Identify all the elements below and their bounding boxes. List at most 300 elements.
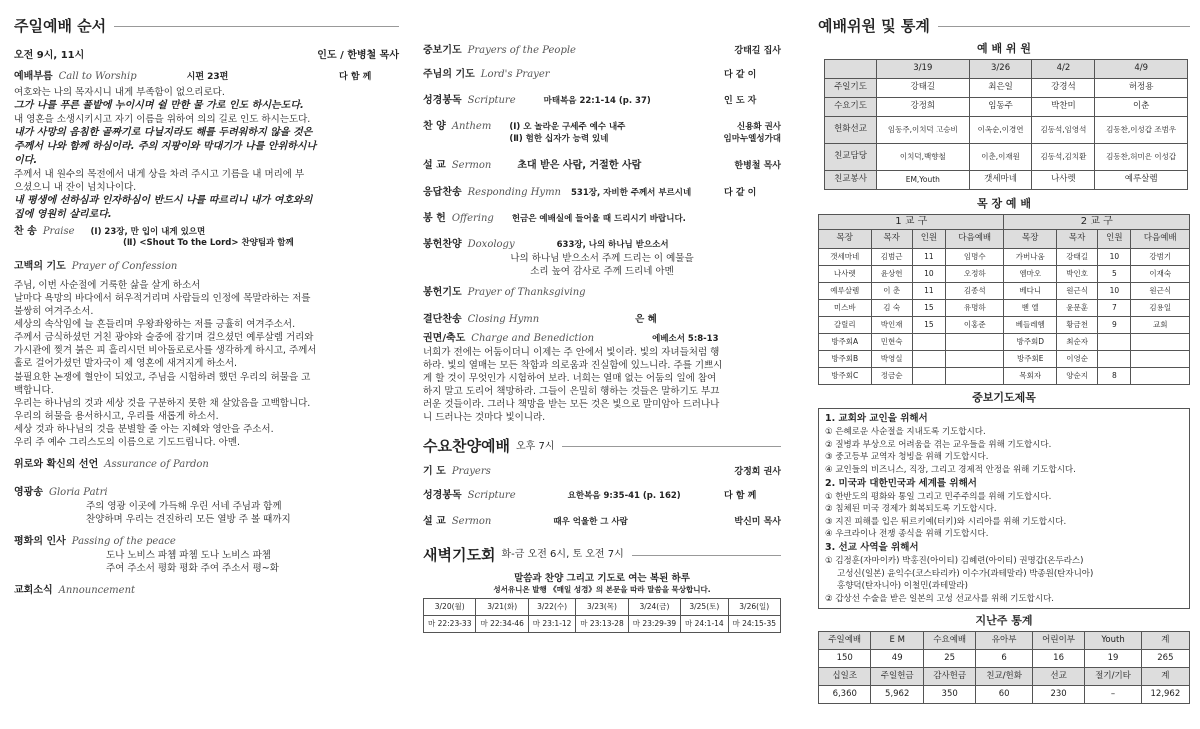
psalm-line: 으셨으니 내 잔이 넘치나이다. <box>14 181 137 193</box>
order-item-row <box>423 68 781 94</box>
praise-line-2: (Ⅱ) <Shout To the Lord> 찬양팀과 함께 <box>123 238 294 249</box>
charge-line: 하지 말고 도리어 책망하라. 그들이 은밀히 행하는 것들은 말하기도 부끄 <box>423 385 720 397</box>
cell-value: 김 숙 <box>871 300 912 317</box>
prayer-item: ① 김정훈(자마이카) 박홍진(아이티) 김혜련(아이티) 권명갑(온두라스) <box>825 555 1084 566</box>
item-eng: Announcement <box>58 585 136 597</box>
item-eng: Lord's Prayer <box>480 69 550 80</box>
item-label: 교회소식 <box>14 585 53 597</box>
wed-item-row <box>423 465 781 489</box>
cell-value: 윤상헌 <box>871 266 912 283</box>
stat-cell: 계 <box>1141 668 1189 686</box>
item-eng: Scripture <box>467 95 516 106</box>
peace-line-2: 주여 주소서 평화 평화 주여 주소서 평~화 <box>106 562 279 574</box>
cell-value: 15 <box>912 317 945 334</box>
praise-row <box>14 225 399 239</box>
sermon-title: 때우 억울한 그 사람 <box>553 516 628 527</box>
cell-value <box>1131 351 1190 368</box>
ref-cell: 마 22:23-33 <box>424 616 476 633</box>
psalm-line: 집에 영원히 살리로다. <box>14 208 112 220</box>
wednesday-title-text: 수요찬양예배 <box>423 437 510 456</box>
staff-title: 예배위원 및 통계 <box>818 16 1190 37</box>
staff-row <box>825 97 1188 116</box>
day-cell: 3/26(일) <box>728 599 781 616</box>
prayer-section-heading: 1. 교회와 교인을 위해서 <box>825 413 928 425</box>
item-label: 응답찬송 <box>423 186 462 198</box>
staff-cell: 갯세마네 <box>969 170 1032 189</box>
item-eng: Doxology <box>467 238 515 250</box>
cell-table <box>818 214 1190 385</box>
role-cell: 수요기도 <box>825 97 877 116</box>
cell-value: 10 <box>1098 249 1131 266</box>
item-label: 중보기도 <box>423 45 462 56</box>
cell-value <box>945 368 1004 385</box>
cell-value: 7 <box>1098 300 1131 317</box>
item-label: 성경봉독 <box>423 489 462 501</box>
confession-line: 주께서 금식하셨던 거친 광야와 술중에 잡기며 걸으셨던 예루살렘 거리와 <box>14 332 314 344</box>
ref-cell: 마 23:29-39 <box>628 616 680 633</box>
item-eng: Praise <box>42 225 75 237</box>
item-label: 찬 양 <box>423 121 446 132</box>
stats-header-row <box>819 668 1190 686</box>
cell-value: 이재숙 <box>1131 266 1190 283</box>
anthem-persons <box>724 122 781 146</box>
anthem-lines <box>509 122 625 146</box>
cell-value: 유명하 <box>945 300 1004 317</box>
day-cell: 3/20(월) <box>424 599 476 616</box>
item-eng: Prayers of the People <box>467 45 576 56</box>
item-ref: 요한복음 9:35-41 (p. 162) <box>567 490 681 501</box>
cell-row <box>819 334 1190 351</box>
day-cell: 3/22(수) <box>528 599 575 616</box>
cell-value: 갯세마네 <box>819 249 872 266</box>
prayer-section-heading: 3. 선교 사역을 위해서 <box>825 541 919 553</box>
cell-value: 교회 <box>1131 317 1190 334</box>
dawn-refs-row <box>424 616 781 633</box>
staff-cell: 이옥순,이경연 <box>969 116 1032 143</box>
staff-cell: 임동주,이치덕 고승비 <box>877 116 970 143</box>
staff-cell: 강정희 <box>877 97 970 116</box>
staff-cell: EM,Youth <box>877 170 970 189</box>
stat-cell: 유아부 <box>976 632 1032 650</box>
item-eng: Assurance of Pardon <box>104 459 209 471</box>
cell-value: 김범근 <box>871 249 912 266</box>
cell-value: 엠마오 <box>1004 266 1057 283</box>
item-eng: Gloria Patri <box>48 487 108 499</box>
order-item-row <box>423 44 781 68</box>
cell-value: 방주회E <box>1004 351 1057 368</box>
cell-value: 오정하 <box>945 266 1004 283</box>
cell-value: 목회자 <box>1004 368 1057 385</box>
response-row <box>423 186 781 212</box>
staff-row <box>825 116 1188 143</box>
cell-value: 10 <box>912 266 945 283</box>
cell-value: 박인재 <box>871 317 912 334</box>
cell-value: 임명수 <box>945 249 1004 266</box>
date-header: 4/2 <box>1032 59 1095 78</box>
stat-cell: 19 <box>1085 650 1141 668</box>
staff-table <box>824 59 1188 190</box>
col-header: 다음예배 <box>1131 230 1190 249</box>
cell-row <box>819 266 1190 283</box>
confession-text <box>14 279 399 449</box>
item-label: 봉헌찬양 <box>423 238 462 250</box>
col-header: 목자 <box>871 230 912 249</box>
prayer-item: ③ 지진 피해를 입은 튀르키예(터키)와 시리아를 위해 기도합시다. <box>825 516 1067 527</box>
prayer-item: ④ 교인들의 비즈니스, 직장, 그리고 경제적 안정을 위해 기도합시다. <box>825 464 1076 475</box>
item-person: 강정희 권사 <box>734 466 781 477</box>
stat-cell: 16 <box>1032 650 1084 668</box>
cell-value: 박인호 <box>1056 266 1097 283</box>
item-label: 위로와 확신의 선언 <box>14 459 99 471</box>
charge-line: 니 드러나는 것마다 빛이니라. <box>423 412 546 424</box>
call-to-worship-row <box>14 70 399 84</box>
service-leader: 인도 / 한병철 목사 <box>317 49 399 61</box>
offering-note: 헌금은 예배실에 들어올 때 드리시기 바랍니다. <box>511 213 686 224</box>
peace-line-1: 도나 노비스 파쳄 파쳄 도나 노비스 파쳄 <box>106 549 271 561</box>
order-column <box>14 0 399 598</box>
cell-value <box>945 334 1004 351</box>
cell-title: 목 장 예 배 <box>977 196 1031 210</box>
item-eng: Prayer of Confession <box>71 261 178 273</box>
staff-cell: 박찬미 <box>1032 97 1095 116</box>
praise-line-1: (Ⅰ) 23장, 만 입이 내게 있으면 <box>90 226 206 237</box>
cell-value: 윤문훈 <box>1056 300 1097 317</box>
cell-value: 원근식 <box>1056 283 1097 300</box>
stat-cell: Youth <box>1085 632 1141 650</box>
cell-value: 정금순 <box>871 368 912 385</box>
cell-value: 방주회A <box>819 334 872 351</box>
psalm-line: 그가 나를 푸른 풀밭에 누이시며 쉴 만한 물 가로 인도 하시는도다. <box>14 100 304 112</box>
staff-cell: 나사렛 <box>1032 170 1095 189</box>
prayer-box <box>818 408 1190 609</box>
confession-line: 주님, 이번 사순절에 거룩한 삶을 살게 하소서 <box>14 279 201 291</box>
cell-value: 5 <box>1098 266 1131 283</box>
item-label: 주님의 기도 <box>423 69 475 80</box>
cell-value: 황금천 <box>1056 317 1097 334</box>
cell-value: 원근식 <box>1131 283 1190 300</box>
stat-cell: 절기/기타 <box>1085 668 1141 686</box>
announcement-row <box>14 584 399 598</box>
cell-value <box>912 334 945 351</box>
item-ref: 531장, 자비한 주께서 부르시네 <box>571 187 692 198</box>
gloria-row <box>14 486 399 500</box>
item-label: 설 교 <box>423 159 446 171</box>
psalm-text <box>14 86 399 221</box>
thanksgiving-row <box>423 278 781 308</box>
cell-row <box>819 283 1190 300</box>
confession-line: 백합니다. <box>14 384 54 396</box>
cell-value: 가버나움 <box>1004 249 1057 266</box>
role-cell: 헌화선교 <box>825 116 877 143</box>
psalm-line: 내가 사망의 음침한 골짜기로 다닐지라도 해를 두려워하지 않을 것은 <box>14 127 313 139</box>
peace-row <box>14 535 399 549</box>
cell-value: 예루살렘 <box>819 283 872 300</box>
closing-hymn-title: 은 혜 <box>635 314 657 326</box>
stat-cell: 어린이부 <box>1032 632 1084 650</box>
staff-cell: 강경석 <box>1032 78 1095 97</box>
stat-cell: 감사헌금 <box>923 668 975 686</box>
order-continued-column <box>423 44 781 633</box>
charge-line: 러운 것들이라. 그러나 책망을 받는 모든 것은 빛으로 말미암아 드러나나 <box>423 399 720 411</box>
cell-value: 강범기 <box>1131 249 1190 266</box>
ref-cell: 마 22:34-46 <box>476 616 528 633</box>
staff-row <box>825 78 1188 97</box>
item-eng: Sermon <box>451 159 492 171</box>
cell-value: 김종석 <box>945 283 1004 300</box>
cell-value <box>912 351 945 368</box>
cell-row <box>819 368 1190 385</box>
cell-value: 방주회B <box>819 351 872 368</box>
cell-value: 벧 엘 <box>1004 300 1057 317</box>
sermon-title: 초대 받은 사람, 거절한 사람 <box>517 159 642 171</box>
stat-cell: E M <box>871 632 923 650</box>
wednesday-time: 오후 7시 <box>515 440 555 452</box>
prayer-item: 홍향덕(탄자니아) 이철민(과테말라) <box>837 581 968 592</box>
confession-line: 세상의 속삭임에 늘 흔들리며 우왕좌왕하는 저를 긍휼히 여겨주소서. <box>14 319 296 331</box>
item-ref: 633장, 나의 하나님 받으소서 <box>556 239 669 250</box>
stat-cell: 12,962 <box>1141 686 1189 704</box>
staff-stats-column <box>818 0 1190 704</box>
anthem-person-2: 임마누엘성가대 <box>723 133 781 144</box>
dawn-days-row <box>424 599 781 616</box>
stats-header-row <box>819 632 1190 650</box>
gloria-line-1: 주의 영광 이곳에 가득해 우린 서네 주님과 함께 <box>86 500 282 512</box>
item-ref: 마태복음 22:1-14 (p. 37) <box>543 96 651 106</box>
psalm-line: 여호와는 나의 목자시니 내게 부족함이 없으리로다. <box>14 87 225 99</box>
role-cell: 주일기도 <box>825 78 877 97</box>
item-label: 성경봉독 <box>423 95 462 106</box>
prayer-item: ① 은혜로운 사순절을 지내도록 기도합시다. <box>825 427 986 438</box>
psalm-line: 내 영혼을 소생시키시고 자기 이름을 위하여 의의 길로 인도 하시는도다. <box>14 114 311 126</box>
confession-line: 우리 주 예수 그리스도의 이름으로 기도드립니다. 아멘. <box>14 437 241 449</box>
cell-value: 베들레헴 <box>1004 317 1057 334</box>
item-eng: Sermon <box>451 515 492 527</box>
dawn-headline: 말씀과 찬양 그리고 기도로 여는 복된 하루 <box>514 572 690 584</box>
stats-value-row <box>819 650 1190 668</box>
anthem-row <box>423 120 781 146</box>
staff-cell: 이춘,이재원 <box>969 143 1032 170</box>
item-label: 고백의 기도 <box>14 261 66 273</box>
cell-value: 이영순 <box>1056 351 1097 368</box>
psalm-line: 주께서 나와 함께 하심이라. 주의 지팡이와 막대기가 나를 안위하시나 <box>14 141 317 153</box>
sermon-row <box>423 146 781 186</box>
confession-line: 불쌍히 여겨주소서. <box>14 306 94 318</box>
date-header: 3/26 <box>969 59 1032 78</box>
cell-value <box>1131 334 1190 351</box>
cell-value: 미스바 <box>819 300 872 317</box>
cell-value: 박영실 <box>871 351 912 368</box>
stat-cell: 계 <box>1141 632 1189 650</box>
order-title: 주일예배 순서 <box>14 16 399 37</box>
cell-value <box>945 351 1004 368</box>
stats-table <box>818 631 1190 704</box>
cell-value <box>912 368 945 385</box>
confession-line: 가시관에 찢겨 붉은 피 흘리시던 비아돌로로사를 생각하게 하시고, 주께서 <box>14 345 317 357</box>
cell-value: 최순자 <box>1056 334 1097 351</box>
item-eng: Closing Hymn <box>467 313 540 325</box>
psalm-line: 이다. <box>14 154 38 166</box>
prayer-item: ③ 중고등부 교역자 청빙을 위해 기도합시다. <box>825 452 989 463</box>
staff-cell: 임동주 <box>969 97 1032 116</box>
cell-value: 민현숙 <box>871 334 912 351</box>
cell-value: 15 <box>912 300 945 317</box>
anthem-line-1: (Ⅰ) 오 놀라운 구세주 예수 내주 <box>509 122 626 132</box>
item-ref: 에베소서 5:8-13 <box>652 333 719 344</box>
prayer-item: ② 질병과 부상으로 어려움을 겪는 교우들을 위해 기도합시다. <box>825 439 1052 450</box>
prayer-item: ① 한반도의 평화와 통일 그리고 민주주의를 위해 기도합시다. <box>825 491 1052 502</box>
dawn-title <box>423 545 781 566</box>
district-2-header: 2 교 구 <box>1004 215 1190 230</box>
stat-cell: 6 <box>976 650 1032 668</box>
cell-value: 9 <box>1098 317 1131 334</box>
prayer-title: 중보기도제목 <box>972 391 1036 405</box>
item-label: 평화의 인사 <box>14 536 66 548</box>
cell-value: 10 <box>1098 283 1131 300</box>
stat-cell: 350 <box>923 686 975 704</box>
stat-cell: 선교 <box>1032 668 1084 686</box>
item-label: 영광송 <box>14 487 43 499</box>
confession-line: 날마다 욕망의 바다에서 허우적거리며 사람들의 인정에 목말라하는 저를 <box>14 292 311 304</box>
item-eng: Charge and Benediction <box>471 332 595 344</box>
role-cell: 친교담당 <box>825 143 877 170</box>
stat-cell: 친교/헌화 <box>976 668 1032 686</box>
doxology-line-2: 소리 높여 감사로 주께 드리네 아멘 <box>530 265 674 277</box>
dawn-subheadline: 성서유니온 발행 《매일 성경》의 본문을 따라 말씀을 묵상합니다. <box>493 584 711 594</box>
stat-cell: 수요예배 <box>923 632 975 650</box>
staff-row <box>825 170 1188 189</box>
service-time-row <box>14 49 399 63</box>
charge-line: 게 할 것이 무엇인가 시험하여 보라. 너희는 열매 없는 어둠의 일에 참여 <box>423 372 717 384</box>
charge-line: 너희가 전에는 어둠이더니 이제는 주 안에서 빛이라. 빛의 자녀들처럼 행 <box>423 346 720 358</box>
item-person: 박신미 목사 <box>734 516 781 527</box>
item-label: 찬 송 <box>14 225 37 237</box>
item-label: 봉 헌 <box>423 212 446 224</box>
prayer-item: ② 침체된 미국 경제가 회복되도록 기도합시다. <box>825 504 997 515</box>
item-label: 봉헌기도 <box>423 286 462 298</box>
cell-value: 갈릴리 <box>819 317 872 334</box>
date-header: 3/19 <box>877 59 970 78</box>
confession-line: 우리는 하나님의 것과 세상 것을 구분하지 못한 채 살았음을 고백합니다. <box>14 397 311 409</box>
cell-value: 이홍준 <box>945 317 1004 334</box>
confession-row <box>14 260 399 274</box>
stat-cell: 6,360 <box>819 686 871 704</box>
offering-row <box>423 212 781 238</box>
wednesday-title <box>423 436 781 457</box>
order-item-row <box>423 94 781 120</box>
cell-value: 방주회D <box>1004 334 1057 351</box>
cell-value: 양순지 <box>1056 368 1097 385</box>
day-cell: 3/23(목) <box>576 599 628 616</box>
psalm-line: 내 평생에 선하심과 인자하심이 반드시 나를 따르리니 내가 여호와의 <box>14 194 313 206</box>
anthem-person-1: 신용화 권사 <box>736 122 781 132</box>
stat-cell: 5,962 <box>871 686 923 704</box>
ref-cell: 마 24:15-35 <box>728 616 781 633</box>
item-eng: Prayers <box>451 465 491 477</box>
confession-line: 세상 것과 하나님의 것을 분별할 줄 아는 지혜와 영안을 주소서. <box>14 424 274 436</box>
dawn-title-text: 새벽기도회 <box>423 545 496 564</box>
ref-cell: 마 23:13-28 <box>576 616 628 633</box>
col-header: 목자 <box>1056 230 1097 249</box>
col-header: 인원 <box>912 230 945 249</box>
stat-cell: 60 <box>976 686 1032 704</box>
service-time: 오전 9시, 11시 <box>14 49 85 61</box>
confession-line: 홀로 걸어가셨던 발자국이 제 영혼에 새겨지게 하소서. <box>14 358 238 370</box>
cell-rows <box>819 249 1190 385</box>
dawn-time: 화-금 오전 6시, 토 오전 7시 <box>501 549 624 561</box>
item-label: 기 도 <box>423 465 446 477</box>
prayer-item: ④ 우크라이나 전쟁 종식을 위해 기도합시다. <box>825 529 989 540</box>
item-person: 강태길 집사 <box>734 46 781 56</box>
stats-value-row <box>819 686 1190 704</box>
item-eng: Anthem <box>451 121 492 132</box>
charge-text <box>423 346 781 425</box>
day-cell: 3/24(금) <box>628 599 680 616</box>
staff-cell: 최은일 <box>969 78 1032 97</box>
item-person: 다 함 께 <box>724 490 757 501</box>
day-cell: 3/25(토) <box>681 599 728 616</box>
anthem-line-2: (Ⅱ) 험한 십자가 능력 있네 <box>509 133 609 144</box>
staff-cell: 김동찬,이성갑 조범우 <box>1095 116 1188 143</box>
staff-cell: 허정용 <box>1095 78 1188 97</box>
staff-cell: 김동석,김치환 <box>1032 143 1095 170</box>
item-eng: Scripture <box>467 489 516 501</box>
cell-value <box>1098 351 1131 368</box>
cell-value: 이 춘 <box>871 283 912 300</box>
item-person: 다 같 이 <box>724 187 757 198</box>
prayer-item: ② 갑상선 수술을 받은 일본의 고성 선교사를 위해 기도합시다. <box>825 593 1055 604</box>
confession-line: 불필요한 논쟁에 혈안이 되었고, 주님을 시험하려 했던 우리의 허물을 고 <box>14 371 311 383</box>
ref-cell: 마 24:1-14 <box>681 616 728 633</box>
staff-cell: 이치덕,백향철 <box>877 143 970 170</box>
gloria-line-2: 찬양하며 우리는 견진하리 모든 열방 주 볼 때까지 <box>86 513 291 525</box>
psalm-line: 주께서 내 원수의 목전에서 내게 상을 차려 주시고 기름을 내 머리에 부 <box>14 168 305 180</box>
role-cell: 친교봉사 <box>825 170 877 189</box>
col-header: 목장 <box>1004 230 1057 249</box>
stat-cell: 25 <box>923 650 975 668</box>
wed-item-row <box>423 489 781 515</box>
item-eng: Call to Worship <box>58 71 137 83</box>
cell-value: 베다니 <box>1004 283 1057 300</box>
item-person: 다 함 께 <box>339 72 372 83</box>
cell-value: 11 <box>912 249 945 266</box>
cell-value: 방주회C <box>819 368 872 385</box>
item-person: 다 같 이 <box>724 70 757 80</box>
item-ref: 시편 23편 <box>186 72 229 83</box>
corner-cell <box>825 59 877 78</box>
dawn-schedule-table <box>423 598 781 633</box>
charge-line: 하라. 빛의 열매는 모든 착함과 의로움과 진실함에 있느니라. 주를 기쁘시 <box>423 359 723 371</box>
cell-header-row <box>819 230 1190 249</box>
staff-subtitle: 예 배 위 원 <box>977 41 1031 55</box>
stats-title: 지난주 통계 <box>975 614 1033 628</box>
item-person: 인 도 자 <box>724 96 757 106</box>
col-header: 인원 <box>1098 230 1131 249</box>
cell-value <box>1098 334 1131 351</box>
charge-row <box>423 332 781 346</box>
cell-row <box>819 317 1190 334</box>
stat-cell: 150 <box>819 650 871 668</box>
staff-row <box>825 143 1188 170</box>
item-eng: Passing of the peace <box>71 536 176 548</box>
stat-cell: 265 <box>1141 650 1189 668</box>
staff-cell: 강태길 <box>877 78 970 97</box>
item-label: 설 교 <box>423 515 446 527</box>
date-header: 4/9 <box>1095 59 1188 78</box>
day-cell: 3/21(화) <box>476 599 528 616</box>
item-eng: Offering <box>451 212 494 224</box>
staff-cell: 예루살렘 <box>1095 170 1188 189</box>
col-header: 목장 <box>819 230 872 249</box>
